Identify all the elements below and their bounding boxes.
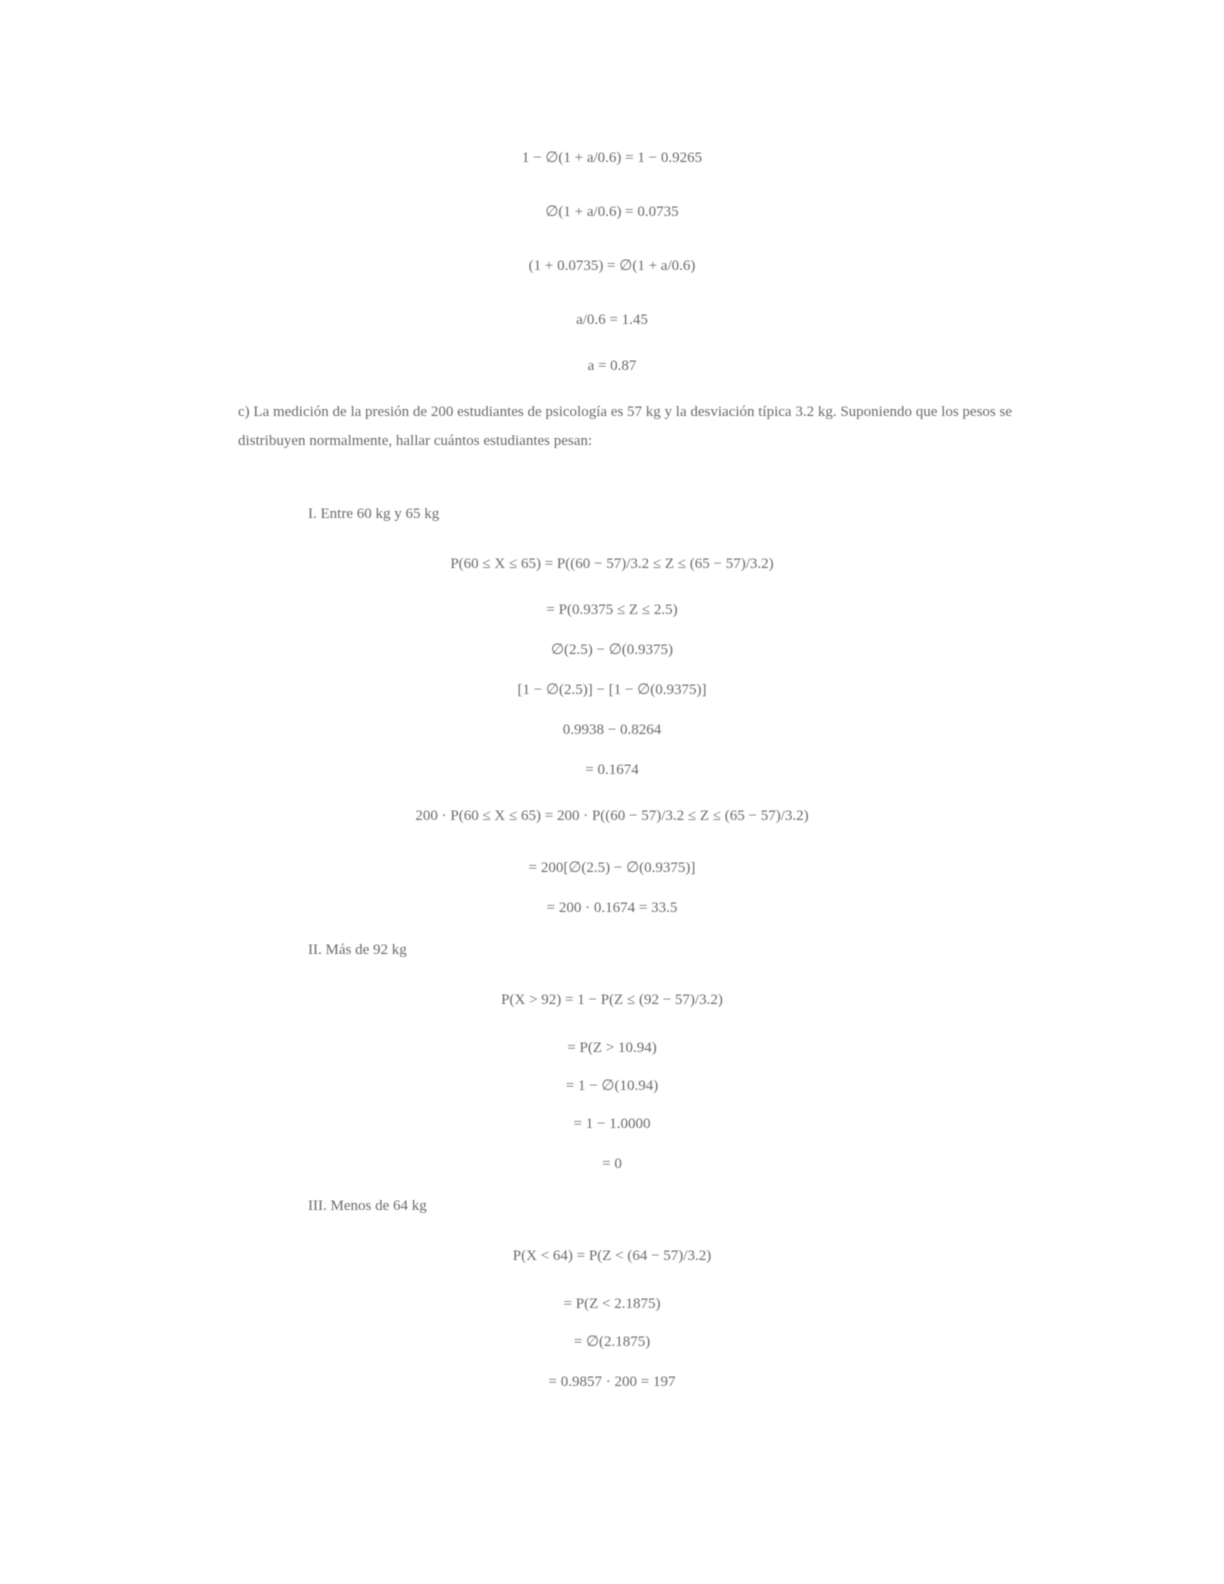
problem-paragraph: c) La medición de la presión de 200 estudiantes de psicología es 57 kg y la desviación típica 3.2 kg. Suponiendo que los pesos se distribuyen normalmente, hallar cuántos estudiantes pesan: xyxy=(238,404,1012,449)
equation-line: = 0 xyxy=(602,1156,622,1172)
equation-line: = 0.1674 xyxy=(585,762,639,778)
equation-line: [1 − ∅(2.5)] − [1 − ∅(0.9375)] xyxy=(517,682,707,698)
equation-line: a/0.6 = 1.45 xyxy=(576,312,648,328)
equation-line: = 0.9857 · 200 = 197 xyxy=(548,1374,676,1390)
equation-line: 0.9938 − 0.8264 xyxy=(562,722,662,738)
equation-line: = 200[∅(2.5) − ∅(0.9375)] xyxy=(528,860,696,876)
equation-line: P(X > 92) = 1 − P(Z ≤ (92 − 57)/3.2) xyxy=(501,992,723,1008)
equation-line: ∅(1 + a/0.6) = 0.0735 xyxy=(545,204,679,220)
equation-line: = P(0.9375 ≤ Z ≤ 2.5) xyxy=(546,602,678,618)
section-label: II. Más de 92 kg xyxy=(308,942,407,958)
equation-line: 200 · P(60 ≤ X ≤ 65) = 200 · P((60 − 57)/3.2 ≤ Z ≤ (65 − 57)/3.2) xyxy=(415,808,809,824)
equation-line: a = 0.87 xyxy=(587,358,637,374)
equation-line: P(60 ≤ X ≤ 65) = P((60 − 57)/3.2 ≤ Z ≤ (65 − 57)/3.2) xyxy=(450,556,774,572)
equation-line: = P(Z > 10.94) xyxy=(567,1040,657,1056)
equation-line: = P(Z < 2.1875) xyxy=(563,1296,661,1312)
equation-line: = 1 − ∅(10.94) xyxy=(565,1078,659,1094)
section-label: I. Entre 60 kg y 65 kg xyxy=(308,506,440,522)
section-label: III. Menos de 64 kg xyxy=(308,1198,427,1214)
equation-line: 1 − ∅(1 + a/0.6) = 1 − 0.9265 xyxy=(521,150,703,166)
equation-line: = ∅(2.1875) xyxy=(573,1334,651,1350)
equation-line: ∅(2.5) − ∅(0.9375) xyxy=(550,642,674,658)
equation-line: = 1 − 1.0000 xyxy=(573,1116,651,1132)
equation-line: P(X < 64) = P(Z < (64 − 57)/3.2) xyxy=(512,1248,712,1264)
equation-line: (1 + 0.0735) = ∅(1 + a/0.6) xyxy=(528,258,696,274)
equation-line: = 200 · 0.1674 = 33.5 xyxy=(546,900,678,916)
